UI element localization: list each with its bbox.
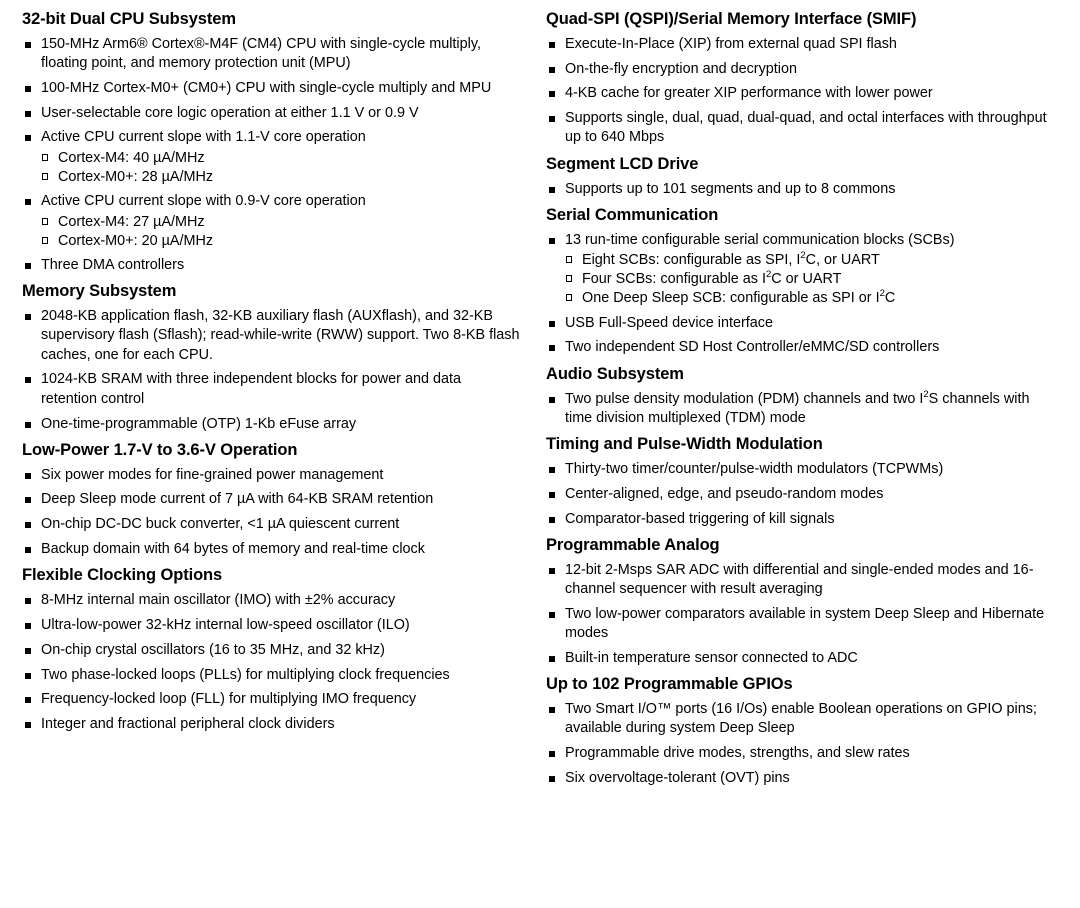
feature-sublist <box>41 149 520 187</box>
section-heading: Memory Subsystem <box>22 282 177 301</box>
feature-item <box>22 715 520 734</box>
feature-list <box>546 460 1056 529</box>
feature-item <box>546 109 1056 148</box>
feature-item-text: Deep Sleep mode current of 7 µA with 64-KB SRAM retention <box>41 491 434 508</box>
feature-item <box>546 744 1056 763</box>
feature-item-text: Supports single, dual, quad, dual-quad, and octal interfaces with throughput up to 640 Mbps <box>565 110 1047 146</box>
feature-item-text: Two pulse density modulation (PDM) channels and two $I^2S$ channels with time division multiplexed (TDM) mode <box>565 388 1030 426</box>
feature-list <box>22 591 520 734</box>
feature-section <box>546 536 1056 668</box>
section-heading: Flexible Clocking Options <box>22 566 223 585</box>
feature-sublist <box>41 213 520 251</box>
feature-item-text: Active CPU current slope with 1.1-V core operation <box>41 129 366 146</box>
feature-section <box>546 10 1056 148</box>
section-heading: 32-bit Dual CPU Subsystem <box>22 10 236 28</box>
column-left <box>22 10 520 741</box>
feature-item-text: 150-MHz Arm6® Cortex®-M4F (CM4) CPU with single-cycle multiply, floating point, and memory protection unit (MPU) <box>41 35 481 72</box>
feature-list <box>546 390 1056 429</box>
feature-item-text: Ultra-low-power 32-kHz internal low-speed oscillator (ILO) <box>41 616 410 633</box>
feature-item-text: 2048-KB application flash, 32-KB auxiliary flash (AUXflash), and 32-KB supervisory flash (Sflash); read-while-write (RWW) support. Two 8-KB flash caches, one for each CPU. <box>41 308 520 363</box>
feature-section <box>22 566 520 734</box>
feature-item <box>546 338 1056 357</box>
feature-item-text: User-selectable core logic operation at either 1.1 V or 0.9 V <box>41 104 419 121</box>
feature-subitem <box>565 251 1056 270</box>
feature-subitem <box>41 149 520 168</box>
section-heading: Segment LCD Drive <box>546 154 699 173</box>
feature-item-text: Two Smart I/O™ ports (16 I/Os) enable Boolean operations on GPIO pins; available during system Deep Sleep <box>565 700 1037 737</box>
feature-sublist <box>565 251 1056 308</box>
feature-item-text: 12-bit 2-Msps SAR ADC with differential and single-ended modes and 16-channel sequencer with result averaging <box>565 561 1034 597</box>
feature-subitem <box>41 168 520 187</box>
feature-item <box>546 485 1056 504</box>
feature-subitem <box>565 289 1056 308</box>
feature-item <box>22 35 520 74</box>
feature-item-text: 13 run-time configurable serial communication blocks (SCBs) <box>565 231 955 248</box>
feature-item-text: Thirty-two timer/counter/pulse-width modulators (TCPWMs) <box>565 460 944 477</box>
feature-item-text: One-time-programmable (OTP) 1-Kb eFuse array <box>41 415 357 432</box>
feature-item <box>22 591 520 610</box>
feature-item-text: Execute-In-Place (XIP) from external quad SPI flash <box>565 35 897 52</box>
feature-section <box>546 365 1056 428</box>
feature-item <box>22 256 520 275</box>
two-column-layout <box>22 10 1066 795</box>
feature-item-text: Frequency-locked loop (FLL) for multiplying IMO frequency <box>41 691 417 708</box>
feature-item <box>546 769 1056 788</box>
feature-subitem <box>41 213 520 232</box>
feature-item <box>22 540 520 559</box>
section-heading: Programmable Analog <box>546 535 720 554</box>
feature-item <box>546 605 1056 644</box>
feature-section <box>22 282 520 434</box>
feature-subitem-text: One Deep Sleep SCB: configurable as SPI or $I^2C$ <box>582 288 896 307</box>
feature-item <box>546 180 1056 199</box>
feature-item-text: Two independent SD Host Controller/eMMC/SD controllers <box>565 339 940 356</box>
feature-item-text: Programmable drive modes, strengths, and slew rates <box>565 744 910 761</box>
feature-subitem-text: Cortex-M0+: 28 µA/MHz <box>58 169 214 185</box>
feature-subitem <box>565 270 1056 289</box>
section-heading: Quad-SPI (QSPI)/Serial Memory Interface (SMIF) <box>546 10 917 28</box>
feature-item <box>546 314 1056 333</box>
feature-item-text: Six overvoltage-tolerant (OVT) pins <box>565 769 790 786</box>
section-heading: Timing and Pulse-Width Modulation <box>546 435 823 454</box>
section-heading: Serial Communication <box>546 205 719 224</box>
feature-item-text: Two phase-locked loops (PLLs) for multiplying clock frequencies <box>41 666 450 683</box>
feature-item-text: Integer and fractional peripheral clock dividers <box>41 716 335 733</box>
feature-subitem-text: Four SCBs: configurable as $I^2C$ or UART <box>582 269 842 288</box>
feature-item <box>546 35 1056 54</box>
feature-list <box>22 466 520 560</box>
feature-list <box>22 35 520 275</box>
feature-item <box>546 84 1056 103</box>
feature-item <box>546 231 1056 308</box>
feature-section <box>546 435 1056 529</box>
feature-item <box>546 460 1056 479</box>
feature-item <box>22 515 520 534</box>
feature-item-text: Three DMA controllers <box>41 256 185 273</box>
feature-section <box>546 206 1056 358</box>
feature-item <box>22 128 520 186</box>
feature-list <box>546 231 1056 358</box>
feature-item-text: 1024-KB SRAM with three independent blocks for power and data retention control <box>41 371 461 407</box>
feature-section <box>546 675 1056 788</box>
feature-item <box>22 466 520 485</box>
section-heading: Audio Subsystem <box>546 364 684 383</box>
feature-item-text: 100-MHz Cortex-M0+ (CM0+) CPU with single-cycle multiply and MPU <box>41 79 492 96</box>
feature-subitem-text: Eight SCBs: configurable as SPI, $I^2C$, or UART <box>582 250 880 268</box>
feature-list <box>546 35 1056 148</box>
feature-subitem-text: Cortex-M0+: 20 µA/MHz <box>58 232 214 249</box>
feature-item <box>546 510 1056 529</box>
feature-item-text: Backup domain with 64 bytes of memory and real-time clock <box>41 541 425 558</box>
feature-list <box>546 700 1056 788</box>
feature-item-text: Built-in temperature sensor connected to ADC <box>565 649 858 666</box>
feature-item <box>546 700 1056 739</box>
feature-list <box>546 180 1056 199</box>
feature-item <box>22 641 520 660</box>
feature-item <box>22 415 520 434</box>
feature-item <box>22 192 520 250</box>
feature-item-text: USB Full-Speed device interface <box>565 314 773 331</box>
feature-item-text: Comparator-based triggering of kill signals <box>565 510 835 527</box>
feature-item <box>546 390 1056 429</box>
feature-item <box>22 370 520 409</box>
feature-item <box>22 616 520 635</box>
feature-item-text: On-the-fly encryption and decryption <box>565 60 797 77</box>
feature-item <box>546 649 1056 668</box>
feature-subitem-text: Cortex-M4: 40 µA/MHz <box>58 149 205 166</box>
feature-item-text: Center-aligned, edge, and pseudo-random modes <box>565 485 884 502</box>
feature-item-text: 4-KB cache for greater XIP performance with lower power <box>565 85 933 102</box>
feature-item-text: Active CPU current slope with 0.9-V core operation <box>41 193 366 210</box>
feature-subitem-text: Cortex-M4: 27 µA/MHz <box>58 213 205 230</box>
section-heading: Low-Power 1.7-V to 3.6-V Operation <box>22 440 298 459</box>
feature-item-text: Six power modes for fine-grained power management <box>41 466 384 483</box>
feature-item-text: Supports up to 101 segments and up to 8 commons <box>565 180 896 197</box>
feature-item-text: Two low-power comparators available in system Deep Sleep and Hibernate modes <box>565 605 1045 641</box>
section-heading: Up to 102 Programmable GPIOs <box>546 675 793 694</box>
column-right <box>546 10 1056 795</box>
feature-section <box>22 441 520 559</box>
feature-list <box>22 307 520 434</box>
feature-item <box>22 490 520 509</box>
feature-subitem <box>41 232 520 251</box>
feature-item <box>22 79 520 98</box>
feature-item-text: On-chip crystal oscillators (16 to 35 MHz, and 32 kHz) <box>41 641 385 658</box>
feature-item <box>22 690 520 709</box>
feature-item-text: 8-MHz internal main oscillator (IMO) with ±2% accuracy <box>41 592 396 609</box>
feature-section <box>22 10 520 275</box>
feature-item <box>546 561 1056 600</box>
feature-item-text: On-chip DC-DC buck converter, <1 µA quiescent current <box>41 516 400 533</box>
feature-item <box>22 666 520 685</box>
feature-list <box>546 561 1056 668</box>
feature-item <box>22 104 520 123</box>
feature-item <box>546 60 1056 79</box>
feature-item <box>22 307 520 365</box>
feature-section <box>546 155 1056 199</box>
